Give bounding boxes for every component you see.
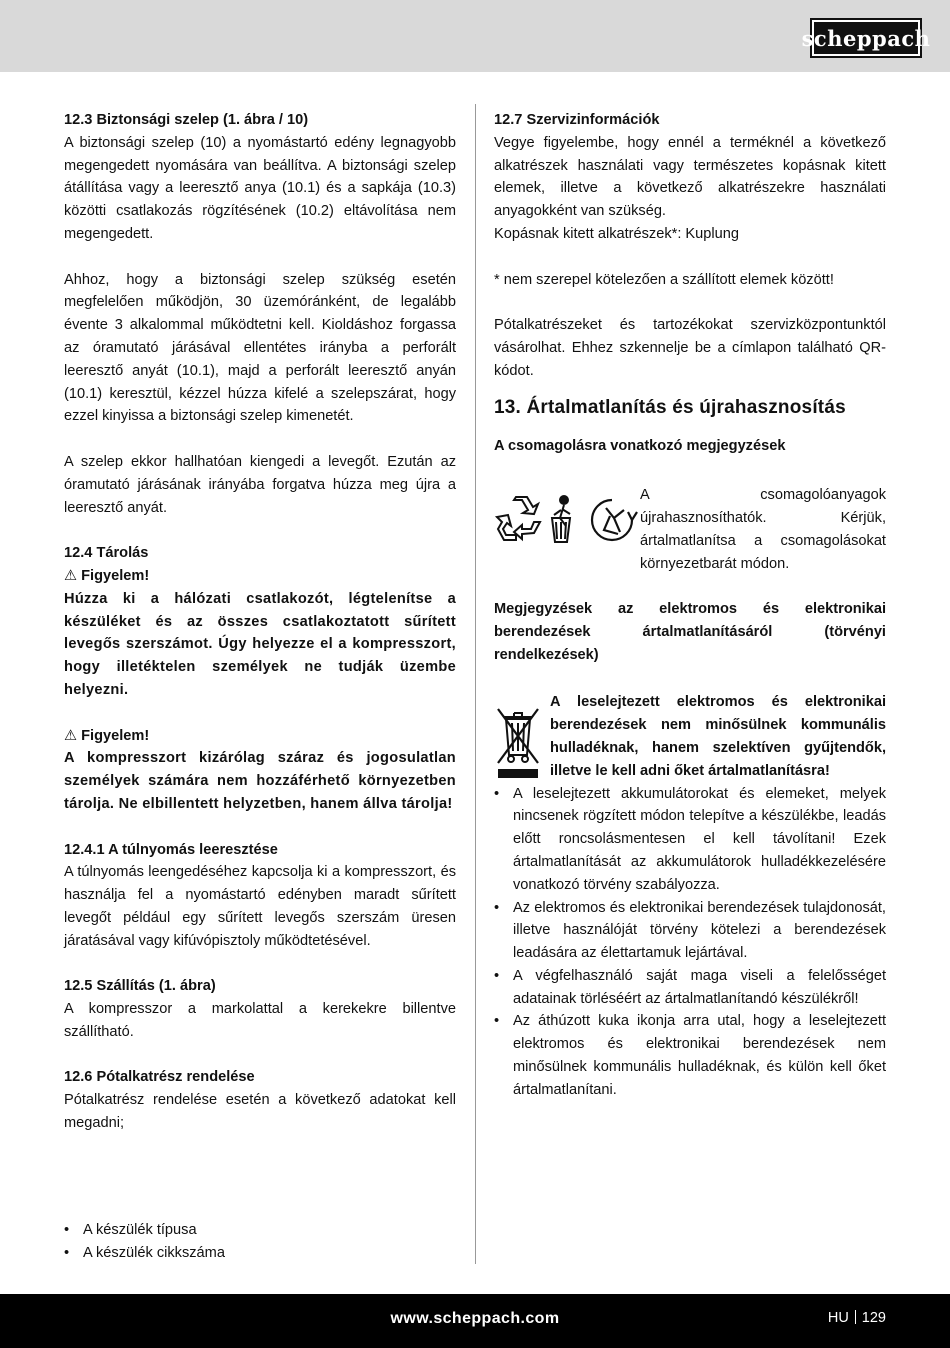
list-item: • A készülék cikkszáma xyxy=(64,1242,456,1265)
recycle-icon xyxy=(497,497,540,540)
section-12-5-text: A kompresszor a markolattal a kerekekre billentve szállítható. xyxy=(64,1001,456,1040)
footer-bar xyxy=(0,1294,950,1348)
packaging-text: A csomagolóanyagok újrahasznosíthatók. Kérjük, ártalmatlanítsa a csomagolásokat környezetbarát módon. xyxy=(640,487,886,572)
list-item: • Az elektromos és elektronikai berendezések tulajdonosát, illetve használóját törvény kötelezi a berendezések leadására az élettartamuk lejártával. xyxy=(494,897,886,965)
hand-recycle-icon xyxy=(592,500,637,540)
list-item: • A leselejtezett akkumulátorokat és elemeket, melyek nincsenek rögzített módon telepítve a készülékbe, leadás előtt roncsolásmentesen el kell távolítani! Ezek ártalmatlanítását az akkumulátorok hulladékkezelésére vonatkozó törvény szabályozza. xyxy=(494,783,886,897)
section-12-6-title: 12.6 Pótalkatrész rendelése xyxy=(64,1069,255,1086)
header-bar xyxy=(0,0,950,72)
page-indicator xyxy=(828,1310,886,1326)
warning-text-1: Húzza ki a hálózati csatlakozót, légtelenítse a készüléket és az összes csatlakoztatott sűrített levegős szerszámot. Úgy helyezze el a kompresszort, hogy illetéktelen személyek ne tudják üzembe helyezni. xyxy=(64,590,456,698)
packaging-notes-title: A csomagolásra vonatkozó megjegyzések xyxy=(494,437,786,454)
language-code: HU xyxy=(827,1310,849,1326)
section-13-title: 13. Ártalmatlanítás és újrahasznosítás xyxy=(494,396,846,418)
section-12-6-text: Pótalkatrész rendelése esetén a következő adatokat kell megadni; xyxy=(64,1092,456,1132)
list-item: • Az áthúzott kuka ikonja arra utal, hogy a leselejtezett elektromos és elektronikai berendezések nem minősülnek kommunális hulladéknak, és külön kell őket ártalmatlanítani. xyxy=(494,1010,886,1101)
weee-notes-title: Megjegyzések az elektromos és elektronikai berendezések ártalmatlanításáról (törvényi rendelkezések) xyxy=(494,601,886,663)
section-12-3-title: 12.3 Biztonsági szelep (1. ábra / 10) xyxy=(64,112,309,128)
wear-parts-note: * nem szerepel kötelezően a szállított elemek között! xyxy=(494,271,834,288)
page-number: 129 xyxy=(861,1310,886,1326)
weee-list xyxy=(494,783,886,1102)
packaging-icons xyxy=(494,490,640,550)
warning-label-1: ⚠ Figyelem! xyxy=(64,567,150,584)
crossed-bin-icon xyxy=(494,701,542,781)
right-column xyxy=(494,109,886,1102)
column-divider xyxy=(475,104,476,1264)
wear-parts-line: Kopásnak kitett alkatrészek*: Kuplung xyxy=(494,225,739,242)
tidy-man-icon xyxy=(552,496,570,542)
weee-row xyxy=(494,691,886,782)
footer-url: www.scheppach.com xyxy=(390,1310,560,1327)
section-12-4-1-text: A túlnyomás leengedéséhez kapcsolja ki a kompresszort, és használja fel a nyomástartó edényben maradt sűrített levegőt például egy sűrített levegős szerszám üresen járatásával vagy kifúvópisztoly működtetésével. xyxy=(64,864,456,949)
list-item: • A végfelhasználó saját maga viseli a felelősséget adatainak törléséért az ártalmatlanítandó készülékről! xyxy=(494,965,886,1011)
packaging-row xyxy=(494,484,886,575)
scheppach-logo: scheppach xyxy=(810,18,922,58)
left-column xyxy=(64,109,456,1135)
section-12-4-1-title: 12.4.1 A túlnyomás leeresztése xyxy=(64,841,278,858)
section-12-7-title: 12.7 Szervizinformációk xyxy=(494,112,660,128)
section-12-7-text: Vegye figyelembe, hogy ennél a terméknél a következő alkatrészek használati vagy természetes kopásnak kitett elemek, illetve a következő alkatrészekre használati anyagokként van szükség. xyxy=(494,134,886,220)
section-12-3-paragraph-1: A biztonsági szelep (10) a nyomástartó edény legnagyobb megengedett nyomására van beállítva. A biztonsági szelep átállítása vagy a leeresztő anya (10.1) és a sapkája (10.3) közötti csatlakozás rögzítésének (10.2) eltávolítása nem megengedett. xyxy=(64,134,456,242)
section-12-3-paragraph-3: A szelep ekkor hallhatóan kiengedi a levegőt. Ezután az óramutató járásának irányába forgatva húzza meg újra a leeresztő anyát. xyxy=(64,453,456,516)
warning-text-2: A kompresszort kizárólag száraz és jogosulatlan személyek számára nem hozzáférhető környezetben tárolja. Ne elbillentett helyzetben, hanem állva tárolja! xyxy=(64,750,456,812)
weee-bold-text: A leselejtezett elektromos és elektronikai berendezések nem minősülnek kommunális hulladéknak, hanem szelektíven gyűjtendők, illetve le kell adni őket ártalmatlanításra! xyxy=(550,694,886,779)
section-12-5-title: 12.5 Szállítás (1. ábra) xyxy=(64,978,216,995)
section-12-3-paragraph-2: Ahhoz, hogy a biztonsági szelep szükség esetén megfelelően működjön, 30 üzemóránként, de legalább évente 3 alkalommal működtetni kell. Kioldáshoz forgassa az óramutató járásával ellentétes irányba a perforált leeresztő anyát (10.1), majd a perforált leeresztő anyán (10.1) keresztül, kézzel húzza kifelé a szelepszárat, hogy ezzel kinyissa a biztonsági szelep kimenetét. xyxy=(64,271,456,425)
section-12-4-title: 12.4 Tárolás xyxy=(64,545,149,562)
spare-part-info-list xyxy=(64,1219,456,1265)
list-item: • A készülék típusa xyxy=(64,1219,456,1242)
warning-label-2: ⚠ Figyelem! xyxy=(64,727,150,744)
spare-parts-purchase-text: Pótalkatrészeket és tartozékokat szervizközpontunktól vásárolhat. Ehhez szkennelje be a címlapon található QR-kódot. xyxy=(494,317,886,379)
separator xyxy=(855,1310,856,1324)
